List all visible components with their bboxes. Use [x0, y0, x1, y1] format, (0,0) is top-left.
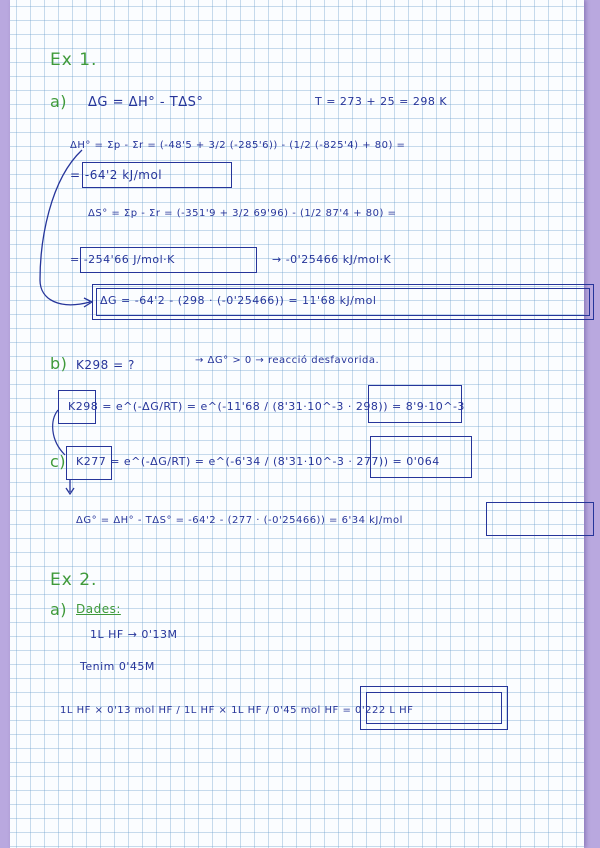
ex1-a-temperature: T = 273 + 25 = 298 K — [315, 95, 448, 108]
ex2-a-calculation: 1L HF × 0'13 mol HF / 1L HF × 1L HF / 0'45 mol HF = 0'222 L HF — [60, 705, 414, 716]
ex1-title: Ex 1. — [50, 50, 98, 70]
ex1-a-formula: ΔG = ΔH° - TΔS° — [88, 95, 204, 110]
ex1-a-enthalpy-line1: ΔH° = Σp - Σr = (-48'5 + 3/2 (-285'6)) - (1/2 (-825'4) + 80) = — [70, 140, 406, 151]
ex1-a-gibbs-result: ΔG = -64'2 - (298 · (-0'25466)) = 11'68 kJ/mol — [100, 294, 377, 307]
ex2-title: Ex 2. — [50, 570, 98, 590]
ex1-b-equilibrium-constant: K298 = e^(-ΔG/RT) = e^(-11'68 / (8'31·10^-3 · 298)) = 8'9·10^-3 — [68, 400, 465, 413]
ex2-a-label: a) — [50, 600, 68, 619]
ex2-a-line2: Tenim 0'45M — [80, 660, 155, 673]
ex2-a-line1: 1L HF → 0'13M — [90, 628, 178, 641]
ex1-b-note: → ΔG° > 0 → reacció desfavorida. — [195, 355, 380, 366]
notebook-page — [10, 0, 584, 848]
ex2-a-dades: Dades: — [76, 602, 121, 616]
ex1-b-label: b) — [50, 354, 68, 373]
ex1-c-label: c) — [50, 452, 67, 471]
handwritten-arrows — [10, 0, 584, 848]
ex1-c-equilibrium-constant: K277 = e^(-ΔG/RT) = e^(-6'34 / (8'31·10^-3 · 277)) = 0'064 — [76, 455, 440, 468]
ex1-a-entropy-conversion: → -0'25466 kJ/mol·K — [272, 253, 392, 266]
ex1-c-gibbs-line: ΔG° = ΔH° - TΔS° = -64'2 - (277 · (-0'25466)) = 6'34 kJ/mol — [76, 515, 403, 526]
ex1-a-enthalpy-line2: = -64'2 kJ/mol — [70, 168, 163, 182]
ex1-a-label: a) — [50, 92, 68, 111]
ex1-a-entropy-line1: ΔS° = Σp - Σr = (-351'9 + 3/2 69'96) - (1/2 87'4 + 80) = — [88, 208, 397, 219]
ex1-b-question: K298 = ? — [76, 358, 135, 372]
ex1-a-entropy-line2: = -254'66 J/mol·K — [70, 253, 175, 266]
